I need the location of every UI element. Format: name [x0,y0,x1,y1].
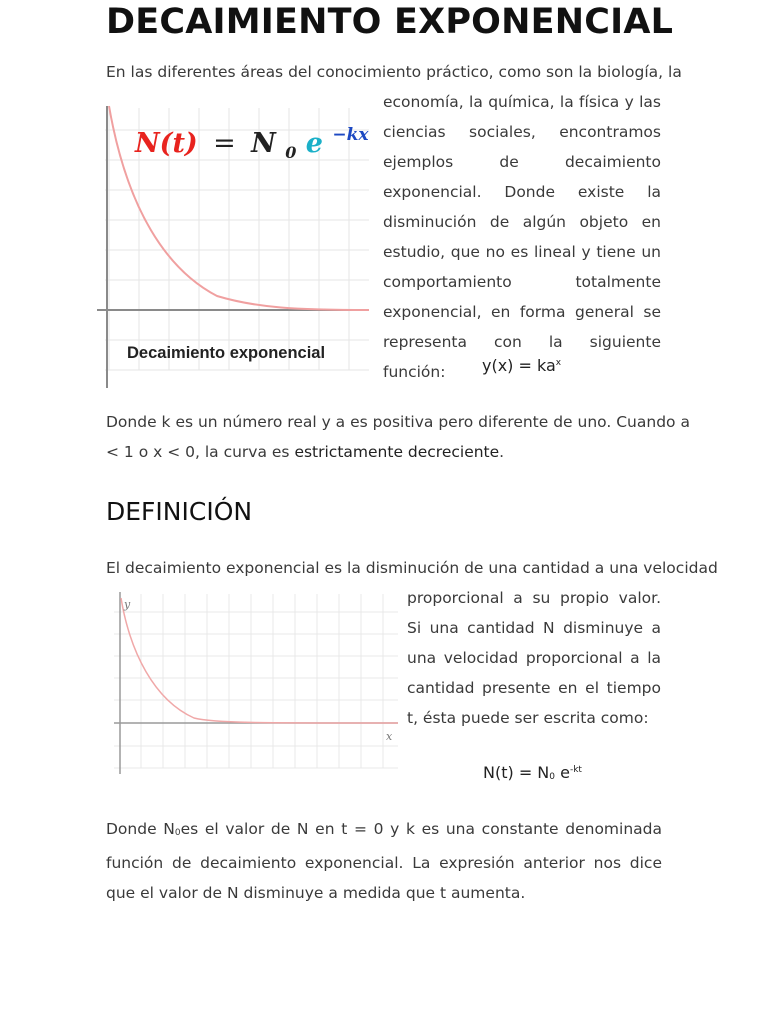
function-base: y(x) = ka [482,356,556,375]
definition-first-line: El decaimiento exponencial es la disminución de una cantidad a una velocidad [106,559,718,577]
definition-figure [114,592,398,774]
y-axis-label: y [124,598,131,611]
definition-figure-grid [114,594,398,768]
function-formula [482,356,561,375]
function-exponent: x [555,358,562,368]
decay-function-lhs: N(t) = N [483,763,550,782]
note2-subscript: 0 [174,828,181,838]
note1-suffix: . [499,443,505,461]
note1-line2 [106,437,662,467]
decay-function-sub: 0 [549,772,556,782]
note1-line1: Donde k es un número real y a es positiva pero diferente de uno. Cuando a [106,413,690,431]
intro-wrapped-text: economía, la química, la física y las ciencias sociales, encontramos ejemplos de decaimiento exponencial. Donde existe la disminución de algún objeto en estudio, que no es lineal y tiene un comportamiento totalmente exponencial, en forma general se representa con la siguiente función: [383,93,661,381]
note2-paragraph [106,814,662,908]
figure-caption: Decaimiento exponencial [127,344,326,362]
definition-wrapped-text: proporcional a su propio valor. Si una cantidad N disminuye a una velocidad proporcional a la cantidad presente en el tiempo t, ésta puede ser escrita como: [407,589,661,727]
x-axis-label: x [386,730,393,743]
decay-function-e: e [555,763,570,782]
note2-prefix: Donde N [106,820,175,838]
decay-figure [97,100,369,390]
intro-first-line: En las diferentes áreas del conocimiento práctico, como son la biología, la [106,63,682,81]
page-title: DECAIMIENTO EXPONENCIAL [106,2,674,42]
note1-prefix: < 1 o x < 0, la curva es [106,443,295,461]
emphasis-strictly-decreasing: estrictamente decreciente [294,443,500,461]
decay-function-formula [483,763,582,782]
note2-rest: es el valor de N en t = 0 y k es una constante denominada función de decaimiento exponencial. La expresión anterior nos dice que el valor de N disminuye a medida que t aumenta. [106,820,662,902]
decay-formula: N(t) = N $_0$ e $^{-kx}$ [135,125,369,162]
definition-heading: DEFINICIÓN [106,497,253,526]
decay-function-exponent: -kt [569,765,582,775]
